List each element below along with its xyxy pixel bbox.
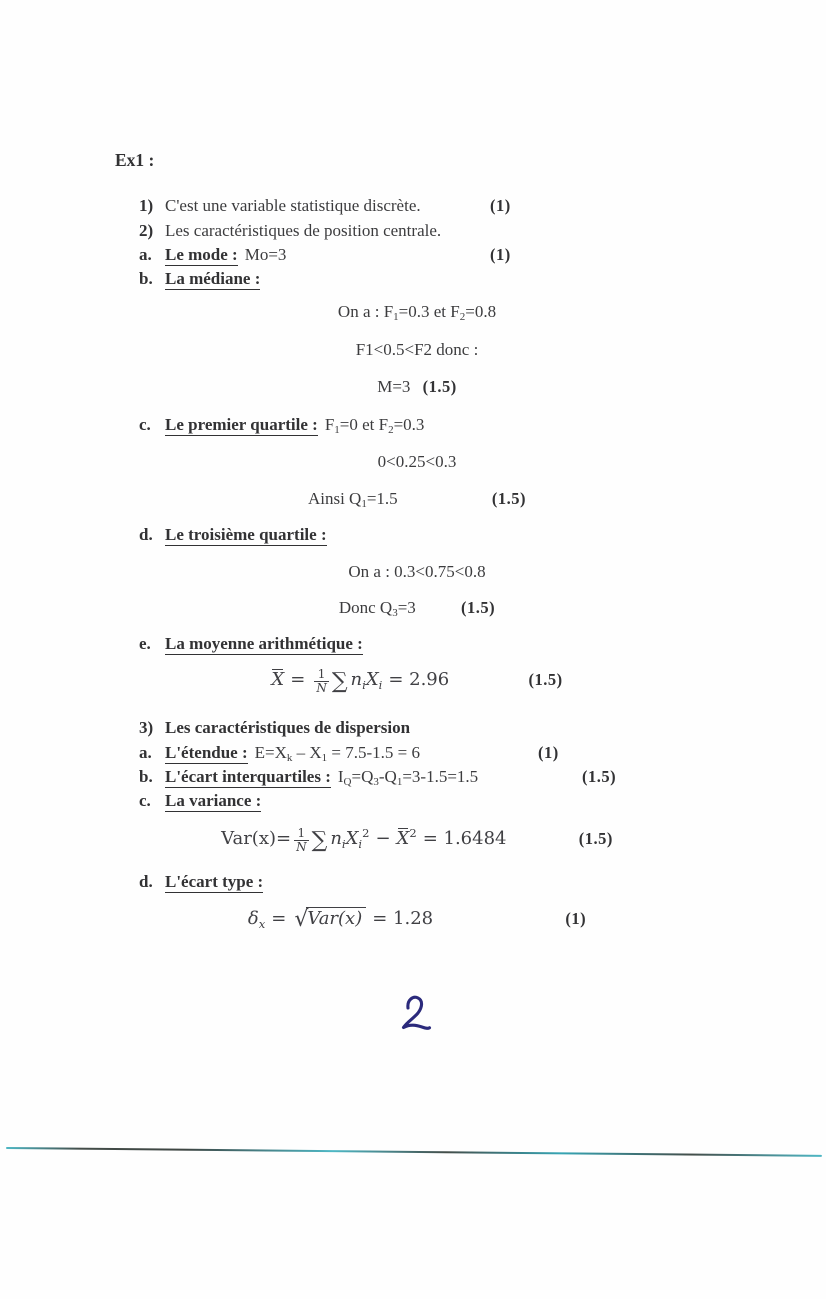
subscript: 1 [361,498,367,510]
step-text: On a : 0.3<0.75<0.8 [348,562,486,581]
list-marker: a. [139,743,152,762]
step-text: -Q [378,767,397,786]
points-badge: (1.5) [528,670,563,690]
answer-line-interquartiles [139,767,759,792]
step-text: 0<0.25<0.3 [377,452,457,471]
subscript: i [341,837,346,851]
result-value: = 1.6484 [422,828,507,849]
list-marker: a. [139,245,152,264]
equals-sign: = [271,908,287,929]
superscript: 2 [362,826,370,840]
q3-result [177,598,657,623]
exercise-title: Ex1 : [115,150,155,170]
median-result [177,377,657,396]
list-marker: 2) [139,221,154,240]
list-marker: d. [139,525,153,544]
list-marker: b. [139,767,153,786]
scan-artifact-line [6,1147,822,1157]
points-badge: (1.5) [461,598,496,617]
minus-sign: − [375,828,391,849]
heading-moyenne-arithmetique: La moyenne arithmétique : [165,634,363,653]
step-text: Ainsi Q [307,489,362,508]
math-term: n [330,828,342,849]
subscript: 2 [388,424,394,436]
step-text: I [337,767,344,786]
answer-text: Mo=3 [244,245,287,264]
subscript: k [286,752,293,764]
section-heading: Les caractéristiques de dispersion [165,718,411,737]
summation-symbol: ∑ [331,669,348,695]
list-marker: 1) [139,196,154,215]
subscript: 2 [459,311,466,323]
heading-premier-quartile: Le premier quartile : [165,415,318,434]
answer-line-premier-quartile [139,415,759,440]
math-term: n [350,669,363,691]
points-badge: (1.5) [491,489,527,508]
formula-ecart-type [177,907,657,934]
list-marker: d. [139,872,153,891]
answer-line-ecart-type [139,872,759,891]
subscript: i [362,678,366,693]
heading-ecart-type: L'écart type : [165,872,264,891]
answer-line-variable-type [139,196,759,215]
step-text: =0.3 [393,415,425,434]
step-text: = 7.5-1.5 = 6 [327,743,421,762]
heading-troisieme-quartile: Le troisième quartile : [165,525,327,544]
summation-symbol: ∑ [311,828,328,853]
var-function: Var(x)= [221,828,292,849]
variance-expression [221,825,507,854]
step-text: – X [292,743,322,762]
points-badge: (1) [538,743,559,762]
mean-expression [271,667,450,696]
step-text: M=3 [377,377,411,396]
points-badge: (1.5) [578,829,613,848]
step-text: Donc Q [338,598,393,617]
x-bar-symbol: X [271,669,285,691]
result-value: = 2.96 [388,669,450,691]
step-text: On a : F [337,302,394,321]
subscript: Q [343,776,352,788]
heading-ecart-interquartiles: L'écart interquartiles : [165,767,331,786]
handwritten-page-number [396,994,432,1034]
delta-symbol: δ [247,908,259,929]
points-badge: (1) [565,909,587,928]
step-text: F [324,415,335,434]
x-bar-symbol: X [396,828,410,849]
std-dev-expression [247,907,434,932]
step-text: =1.5 [366,489,398,508]
subscript: i [378,678,383,693]
q3-step-inequality [177,562,657,581]
step-text: =0.8 [465,302,497,321]
math-term: X [365,669,379,691]
answer-line-troisieme-quartile [139,525,759,544]
list-marker: c. [139,791,151,810]
points-badge: (1.5) [422,377,457,396]
quartile-q1-result [177,489,657,514]
points-badge: (1) [490,245,511,264]
subscript: i [358,837,363,851]
step-text: =Q [351,767,374,786]
answer-line-variance [139,791,759,810]
answer-text: C'est une variable statistique discrète. [165,196,421,215]
subscript: 3 [373,776,379,788]
step-text: =0 et F [339,415,389,434]
formula-variance [177,824,657,854]
math-term: X [345,828,359,849]
handwritten-stroke [404,997,430,1028]
answer-line-mediane [139,269,759,288]
median-step-inequality [177,340,657,359]
median-step-frequencies [177,302,657,327]
step-text: =0.3 et F [398,302,460,321]
square-root-symbol: √ [294,907,309,932]
answer-line-mode [139,245,759,264]
step-text: F1<0.5<F2 donc : [355,340,479,359]
sqrt-argument: Var(x) [306,907,366,930]
subscript: 1 [321,752,328,764]
heading-etendue: L'étendue : [165,743,248,762]
heading-le-mode: Le mode : [165,245,238,264]
list-marker: e. [139,634,151,653]
list-marker: 3) [139,718,154,737]
formula-mean [177,668,657,696]
heading-la-variance: La variance : [165,791,262,810]
step-text: =3 [397,598,416,617]
heading-la-mediane: La médiane : [165,269,261,288]
fraction-1-over-N: $\frac{1}{N}$ [296,825,307,854]
quartile-step-inequality [177,452,657,471]
equals-sign: = [290,669,306,691]
subscript: 3 [392,607,398,619]
answer-line-etendue [139,743,759,768]
list-marker: b. [139,269,153,288]
subscript: 1 [334,424,340,436]
answer-text: Les caractéristiques de position centrale. [165,221,442,240]
answer-line-moyenne [139,634,759,653]
fraction-1-over-N: $\frac{1}{N}$ [316,667,327,696]
list-marker: c. [139,415,151,434]
step-text: E=X [254,743,287,762]
answer-line-dispersion [139,718,759,737]
points-badge: (1.5) [582,767,617,786]
answer-line-position-centrale [139,221,759,240]
step-text: =3-1.5=1.5 [402,767,479,786]
superscript: 2 [409,826,417,840]
subscript: 1 [393,311,399,323]
points-badge: (1) [490,196,511,215]
result-value: = 1.28 [372,908,434,929]
subscript: 1 [396,776,403,788]
subscript: x [258,917,266,931]
